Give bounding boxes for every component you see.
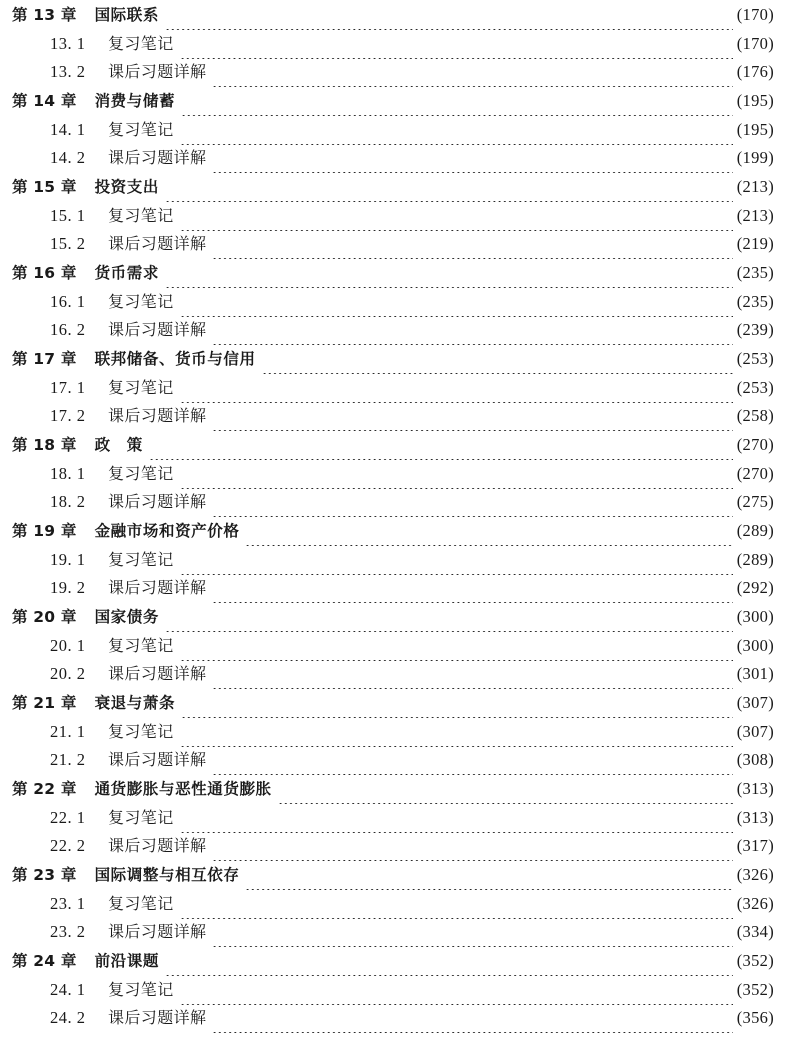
toc-section-entry[interactable] [50, 402, 774, 430]
chapter-number: 第 15 章 [12, 178, 77, 196]
page-number: (176) [736, 62, 774, 81]
section-number: 14. 2 [50, 148, 86, 167]
dot-leader [212, 747, 732, 775]
section-title: 课后习题详解 [108, 62, 207, 81]
toc-section-entry[interactable] [50, 660, 774, 688]
section-title: 课后习题详解 [108, 750, 207, 769]
dot-leader [278, 776, 733, 804]
dot-leader [245, 518, 732, 546]
chapter-title: 国家债务 [94, 608, 159, 626]
toc-section-entry[interactable] [50, 546, 774, 574]
section-number: 15. 1 [50, 206, 86, 225]
chapter-number: 第 13 章 [12, 6, 77, 24]
chapter-title: 投资支出 [94, 178, 159, 196]
dot-leader [180, 31, 733, 59]
chapter-title: 国际调整与相互依存 [94, 866, 240, 884]
toc-section-entry[interactable] [50, 718, 774, 746]
page-number: (289) [736, 550, 774, 569]
chapter-number: 第 16 章 [12, 264, 77, 282]
chapter-title: 联邦储备、货币与信用 [94, 350, 256, 368]
chapter-number: 第 22 章 [12, 780, 77, 798]
dot-leader [212, 145, 732, 173]
toc-chapter-entry[interactable] [12, 517, 774, 545]
toc-chapter-entry[interactable] [12, 173, 774, 201]
chapter-number: 第 24 章 [12, 952, 77, 970]
page-number: (326) [736, 894, 774, 913]
section-title: 课后习题详解 [108, 492, 207, 511]
toc-chapter-entry[interactable] [12, 259, 774, 287]
page-number: (308) [736, 750, 774, 769]
page-number: (235) [736, 263, 774, 282]
section-title: 课后习题详解 [108, 148, 207, 167]
dot-leader [212, 231, 732, 259]
dot-leader [180, 805, 733, 833]
dot-leader [165, 174, 733, 202]
page-number: (219) [736, 234, 774, 253]
section-number: 13. 1 [50, 34, 86, 53]
page-number: (307) [736, 693, 774, 712]
dot-leader [181, 690, 733, 718]
page-number: (317) [736, 836, 774, 855]
toc-section-entry[interactable] [50, 890, 774, 918]
dot-leader [165, 604, 733, 632]
chapter-number: 第 23 章 [12, 866, 77, 884]
toc-section-entry[interactable] [50, 488, 774, 516]
dot-leader [180, 375, 733, 403]
toc-section-entry[interactable] [50, 30, 774, 58]
toc-section-entry[interactable] [50, 460, 774, 488]
dot-leader [212, 489, 732, 517]
dot-leader [212, 59, 732, 87]
section-title: 课后习题详解 [108, 578, 207, 597]
page-number: (301) [736, 664, 774, 683]
page-number: (253) [736, 349, 774, 368]
dot-leader [212, 575, 732, 603]
section-number: 21. 1 [50, 722, 86, 741]
dot-leader [165, 2, 733, 30]
chapter-title: 衰退与萧条 [94, 694, 176, 712]
toc-section-entry[interactable] [50, 144, 774, 172]
page-number: (275) [736, 492, 774, 511]
section-title: 课后习题详解 [108, 234, 207, 253]
section-number: 16. 1 [50, 292, 86, 311]
page-number: (213) [736, 177, 774, 196]
dot-leader [212, 403, 732, 431]
page-number: (235) [736, 292, 774, 311]
page-number: (239) [736, 320, 774, 339]
chapter-number: 第 14 章 [12, 92, 77, 110]
page-number: (195) [736, 120, 774, 139]
section-title: 复习笔记 [108, 636, 174, 655]
toc-section-entry[interactable] [50, 288, 774, 316]
dot-leader [180, 117, 733, 145]
section-title: 复习笔记 [108, 206, 174, 225]
section-title: 课后习题详解 [108, 836, 207, 855]
section-title: 课后习题详解 [108, 406, 207, 425]
toc-section-entry[interactable] [50, 230, 774, 258]
chapter-title: 通货膨胀与恶性通货膨胀 [94, 780, 272, 798]
toc-chapter-entry[interactable] [12, 87, 774, 115]
page-number: (300) [736, 607, 774, 626]
chapter-title: 货币需求 [94, 264, 159, 282]
chapter-number: 第 21 章 [12, 694, 77, 712]
section-number: 16. 2 [50, 320, 86, 339]
section-number: 18. 1 [50, 464, 86, 483]
dot-leader [212, 833, 732, 861]
section-number: 13. 2 [50, 62, 86, 81]
page-number: (326) [736, 865, 774, 884]
section-number: 20. 2 [50, 664, 86, 683]
page-number: (199) [736, 148, 774, 167]
page-number: (313) [736, 779, 774, 798]
dot-leader [149, 432, 733, 460]
page-number: (352) [736, 980, 774, 999]
chapter-number: 第 18 章 [12, 436, 77, 454]
section-title: 复习笔记 [108, 292, 174, 311]
section-number: 22. 1 [50, 808, 86, 827]
page-number: (253) [736, 378, 774, 397]
dot-leader [180, 461, 733, 489]
chapter-title: 前沿课题 [94, 952, 159, 970]
toc-section-entry[interactable] [50, 918, 774, 946]
section-title: 课后习题详解 [108, 922, 207, 941]
toc-section-entry[interactable] [50, 116, 774, 144]
toc-section-entry[interactable] [50, 1004, 774, 1032]
toc-section-entry[interactable] [50, 632, 774, 660]
page-number: (270) [736, 464, 774, 483]
dot-leader [180, 891, 733, 919]
section-number: 20. 1 [50, 636, 86, 655]
page-number: (334) [736, 922, 774, 941]
toc-section-entry[interactable] [50, 202, 774, 230]
toc-chapter-entry[interactable] [12, 775, 774, 803]
chapter-title: 国际联系 [94, 6, 159, 24]
toc-section-entry[interactable] [50, 746, 774, 774]
dot-leader [262, 346, 733, 374]
toc-section-entry[interactable] [50, 574, 774, 602]
dot-leader [180, 203, 733, 231]
page-number: (195) [736, 91, 774, 110]
page-number: (289) [736, 521, 774, 540]
section-title: 复习笔记 [108, 464, 174, 483]
section-number: 14. 1 [50, 120, 86, 139]
section-title: 复习笔记 [108, 808, 174, 827]
section-number: 23. 2 [50, 922, 86, 941]
section-number: 23. 1 [50, 894, 86, 913]
page-number: (313) [736, 808, 774, 827]
page-number: (356) [736, 1008, 774, 1027]
section-title: 复习笔记 [108, 120, 174, 139]
chapter-number: 第 20 章 [12, 608, 77, 626]
section-title: 复习笔记 [108, 550, 174, 569]
section-number: 19. 1 [50, 550, 86, 569]
section-title: 复习笔记 [108, 378, 174, 397]
toc-chapter-entry[interactable] [12, 603, 774, 631]
page-number: (213) [736, 206, 774, 225]
dot-leader [180, 547, 733, 575]
dot-leader [212, 919, 732, 947]
dot-leader [180, 633, 733, 661]
section-title: 复习笔记 [108, 980, 174, 999]
dot-leader [245, 862, 732, 890]
section-number: 24. 2 [50, 1008, 86, 1027]
page-number: (170) [736, 34, 774, 53]
dot-leader [212, 317, 732, 345]
dot-leader [165, 260, 733, 288]
page-number: (170) [736, 5, 774, 24]
section-number: 18. 2 [50, 492, 86, 511]
section-number: 24. 1 [50, 980, 86, 999]
toc-chapter-entry[interactable] [12, 947, 774, 975]
toc-chapter-entry[interactable] [12, 689, 774, 717]
page-number: (307) [736, 722, 774, 741]
section-title: 课后习题详解 [108, 1008, 207, 1027]
toc-chapter-entry[interactable] [12, 1, 774, 29]
chapter-number: 第 19 章 [12, 522, 77, 540]
section-number: 21. 2 [50, 750, 86, 769]
chapter-number: 第 17 章 [12, 350, 77, 368]
section-title: 复习笔记 [108, 722, 174, 741]
toc-chapter-entry[interactable] [12, 431, 774, 459]
section-number: 22. 2 [50, 836, 86, 855]
section-title: 复习笔记 [108, 894, 174, 913]
section-number: 17. 2 [50, 406, 86, 425]
dot-leader [212, 661, 732, 689]
dot-leader [180, 977, 733, 1005]
toc-section-entry[interactable] [50, 832, 774, 860]
page-number: (258) [736, 406, 774, 425]
toc-section-entry[interactable] [50, 316, 774, 344]
section-number: 17. 1 [50, 378, 86, 397]
toc-section-entry[interactable] [50, 976, 774, 1004]
dot-leader [180, 719, 733, 747]
section-title: 复习笔记 [108, 34, 174, 53]
toc-section-entry[interactable] [50, 58, 774, 86]
chapter-title: 消费与储蓄 [94, 92, 176, 110]
dot-leader [212, 1005, 732, 1033]
section-title: 课后习题详解 [108, 664, 207, 683]
section-title: 课后习题详解 [108, 320, 207, 339]
page-number: (270) [736, 435, 774, 454]
chapter-title: 金融市场和资产价格 [94, 522, 240, 540]
toc-section-entry[interactable] [50, 804, 774, 832]
dot-leader [180, 289, 733, 317]
dot-leader [165, 948, 733, 976]
section-number: 19. 2 [50, 578, 86, 597]
toc-section-entry[interactable] [50, 374, 774, 402]
page-number: (300) [736, 636, 774, 655]
section-number: 15. 2 [50, 234, 86, 253]
page-number: (292) [736, 578, 774, 597]
toc-chapter-entry[interactable] [12, 861, 774, 889]
toc-chapter-entry[interactable] [12, 345, 774, 373]
page-number: (352) [736, 951, 774, 970]
dot-leader [181, 88, 733, 116]
chapter-title: 政 策 [94, 436, 143, 454]
